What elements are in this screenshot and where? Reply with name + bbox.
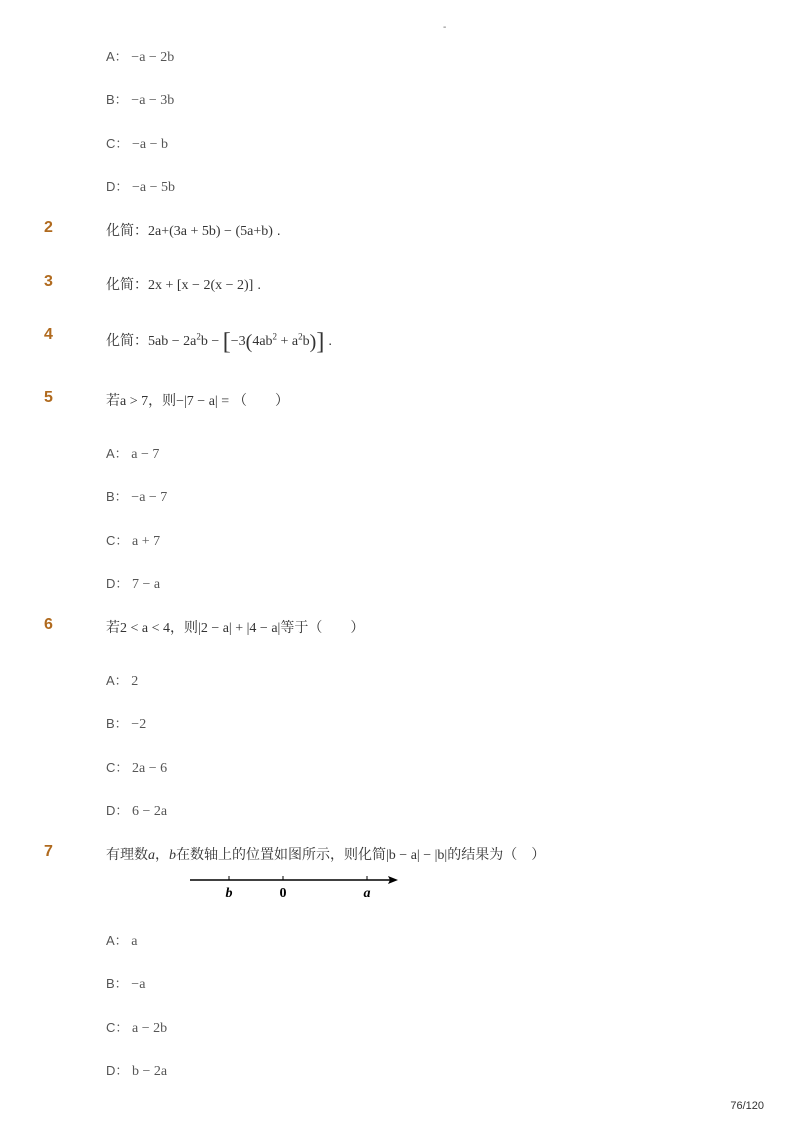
q7-option-a[interactable] [106, 930, 138, 950]
question-6-text [106, 617, 364, 637]
right-paren: ) [309, 331, 317, 353]
question-expr: |2 − a| + |4 − a| [198, 621, 281, 636]
option-expr: −a − 7 [131, 490, 168, 505]
option-label: C： [106, 533, 129, 548]
question-7-text [106, 844, 545, 864]
question-2-text [106, 220, 281, 240]
expr-part: b [302, 334, 310, 349]
exponent: 2 [272, 331, 278, 342]
option-expr: b − 2a [132, 1064, 168, 1079]
q7-option-c[interactable] [106, 1017, 167, 1037]
option-expr: 2 [131, 674, 139, 689]
option-label: C： [106, 760, 129, 775]
option-expr: −a [131, 977, 146, 992]
question-tail: 等于（ ） [280, 619, 365, 635]
option-expr: 6 − 2a [132, 804, 168, 819]
question-mid: ，则 [170, 619, 199, 635]
question-5-text [106, 390, 289, 410]
option-label: A： [106, 446, 128, 461]
option-expr: a [131, 934, 138, 949]
question-prefix: 化简： [106, 332, 148, 348]
separator: ， [155, 846, 169, 862]
q1-option-a[interactable] [106, 46, 174, 66]
option-expr: −a − 5b [132, 180, 176, 195]
question-prefix: 有理数 [106, 846, 148, 862]
exponent: 2 [196, 331, 201, 342]
option-label: D： [106, 1063, 129, 1078]
q7-option-d[interactable] [106, 1060, 167, 1080]
question-prefix: 化简： [106, 276, 148, 292]
q5-option-b[interactable] [106, 486, 167, 506]
option-label: A： [106, 933, 128, 948]
q5-option-c[interactable] [106, 530, 160, 550]
option-expr: a − 7 [131, 447, 160, 462]
q1-option-c[interactable] [106, 133, 168, 153]
option-label: B： [106, 716, 128, 731]
option-label: B： [106, 976, 128, 991]
question-number: 3 [44, 273, 53, 290]
left-paren: ( [245, 331, 253, 353]
question-prefix: 若 [106, 392, 120, 408]
option-label: C： [106, 1020, 129, 1035]
question-prefix: 化简： [106, 222, 148, 238]
question-number: 5 [44, 389, 53, 406]
number-line-label-b: b [225, 886, 233, 901]
question-number: 6 [44, 616, 53, 633]
option-expr: a + 7 [132, 534, 161, 549]
question-expr [148, 329, 325, 355]
question-suffix: . [276, 222, 281, 238]
option-expr: −a − b [132, 137, 169, 152]
question-expr: 2a+(3a + 5b) − (5a+b) [148, 224, 273, 239]
question-expr: |b − a| − |b| [386, 848, 448, 863]
question-suffix: . [328, 332, 333, 348]
option-label: D： [106, 576, 129, 591]
exponent: 2 [298, 331, 303, 342]
q6-option-b[interactable] [106, 713, 146, 733]
q6-option-c[interactable] [106, 757, 167, 777]
question-number: 4 [44, 326, 53, 343]
option-label: C： [106, 136, 129, 151]
option-label: D： [106, 803, 129, 818]
question-mid: ，则 [148, 392, 177, 408]
question-condition: 2 < a < 4 [120, 621, 171, 636]
left-bracket: [ [222, 329, 231, 355]
expr-part: 4ab [252, 334, 273, 349]
option-label: A： [106, 673, 128, 688]
question-mid: 在数轴上的位置如图所示，则化简 [176, 846, 386, 862]
question-tail: 的结果为（ ） [447, 846, 546, 862]
number-line-label-a: a [363, 886, 371, 901]
q5-option-a[interactable] [106, 443, 159, 463]
question-expr: 2x + [x − 2(x − 2)] [148, 278, 254, 293]
number-line-label-zero: 0 [279, 886, 287, 901]
header-mark: - [443, 22, 447, 33]
question-number: 2 [44, 219, 53, 236]
variable-b: b [169, 848, 176, 863]
option-expr: a − 2b [132, 1021, 168, 1036]
variable-a: a [148, 848, 155, 863]
question-prefix: 若 [106, 619, 120, 635]
question-tail: （ ） [233, 392, 290, 408]
q1-option-d[interactable] [106, 176, 175, 196]
option-expr: 7 − a [132, 577, 161, 592]
question-suffix: . [257, 276, 262, 292]
expr-part: b − [200, 334, 223, 349]
option-expr: 2a − 6 [132, 761, 168, 776]
expr-part: −3 [230, 334, 246, 349]
option-label: B： [106, 92, 128, 107]
q7-option-b[interactable] [106, 973, 145, 993]
option-label: A： [106, 49, 128, 64]
question-number: 7 [44, 843, 53, 860]
q6-option-d[interactable] [106, 800, 167, 820]
option-expr: −a − 3b [131, 93, 175, 108]
number-line [186, 870, 406, 904]
question-condition: a > 7 [120, 394, 149, 409]
option-expr: −2 [131, 717, 147, 732]
expr-part: 5ab − 2a [148, 334, 197, 349]
question-4-text [106, 330, 332, 354]
question-3-text [106, 274, 261, 294]
question-expr: −|7 − a| = [176, 394, 230, 409]
q6-option-a[interactable] [106, 670, 138, 690]
q5-option-d[interactable] [106, 573, 160, 593]
q1-option-b[interactable] [106, 89, 174, 109]
option-label: B： [106, 489, 128, 504]
option-label: D： [106, 179, 129, 194]
right-bracket: ] [316, 329, 325, 355]
page-number: 76/120 [730, 1100, 764, 1112]
expr-part: + a [277, 334, 299, 349]
option-expr: −a − 2b [131, 50, 175, 65]
